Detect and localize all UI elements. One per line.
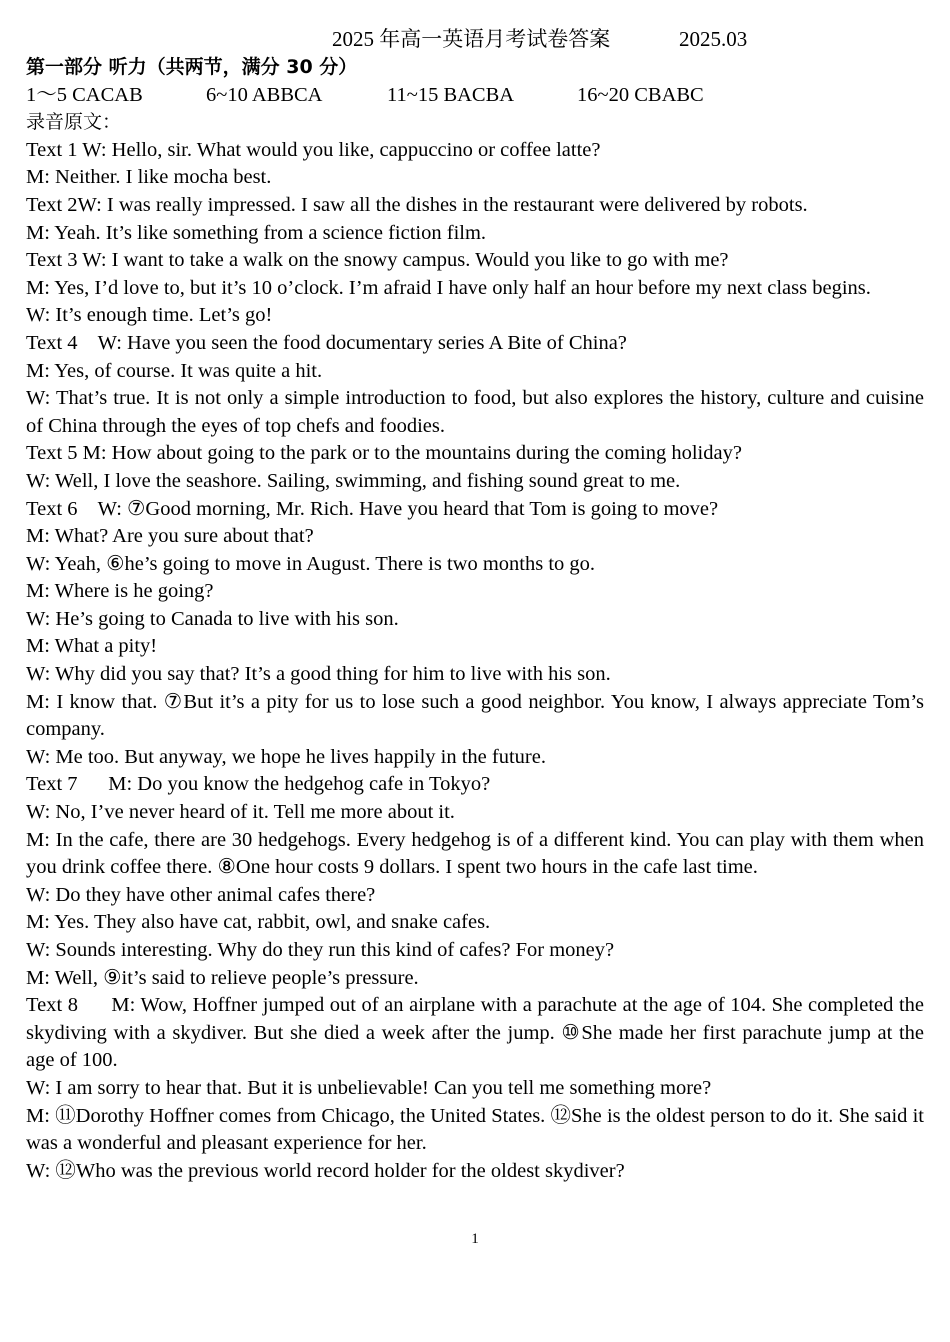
transcript-line: M: What? Are you sure about that? [26, 525, 314, 548]
transcript [26, 137, 930, 1186]
transcript-line: M: What a pity! [26, 635, 158, 658]
section-heading: 第一部分 听力（共两节，满分 30 分） [26, 56, 358, 78]
transcript-line: M: In the cafe, there are 30 hedgehogs. Every hedgehog is of a different kind. You can play with them when you drink coffee there. ⑧One hour costs 9 dollars. I spent two hours in the cafe last time. [26, 828, 924, 879]
transcript-line: M: ⑪Dorothy Hoffner comes from Chicago, the United States. ⑫She is the oldest person to do it. She said it was a wonderful and pleasant experience for her. [26, 1104, 924, 1155]
transcript-line: Text 7 M: Do you know the hedgehog cafe in Tokyo? [26, 773, 491, 796]
transcript-line: W: Do they have other animal cafes there? [26, 883, 376, 906]
transcript-line: M: Neither. I like mocha best. [26, 166, 272, 189]
page-title: 2025 年高一英语月考试卷答案 [332, 27, 611, 51]
transcript-line: M: Yes, of course. It was quite a hit. [26, 359, 323, 382]
transcript-line: W: I am sorry to hear that. But it is unbelievable! Can you tell me something more? [26, 1076, 712, 1099]
transcript-line: Text 6 W: ⑦Good morning, Mr. Rich. Have you heard that Tom is going to move? [26, 497, 719, 520]
transcript-line: W: It’s enough time. Let’s go! [26, 304, 273, 327]
answer-key-row [26, 82, 924, 110]
answer-group: 11~15 BACBA [387, 83, 515, 106]
exam-date: 2025.03 [679, 27, 748, 51]
transcript-line: W: Sounds interesting. Why do they run this kind of cafes? For money? [26, 939, 615, 961]
transcript-line: M: Where is he going? [26, 580, 214, 603]
header [26, 24, 924, 54]
transcript-label: 录音原文： [26, 111, 122, 134]
transcript-line: Text 4 W: Have you seen the food documentary series A Bite of China? [26, 331, 627, 354]
transcript-line: W: Me too. But anyway, we hope he lives happily in the future. [26, 745, 546, 768]
transcript-line: Text 2W: I was really impressed. I saw all the dishes in the restaurant were delivered by robots. [26, 193, 808, 216]
answer-group: 16~20 CBABC [577, 83, 704, 106]
transcript-line: M: Yes, I’d love to, but it’s 10 o’clock. I’m afraid I have only half an hour before my next class begins. [26, 276, 871, 299]
page-number: 1 [471, 1231, 479, 1247]
transcript-line: Text 8 M: Wow, Hoffner jumped out of an airplane with a parachute at the age of 104. She completed the skydiving with a skydiver. But she died a week after the jump. ⑩She made her first parachute jump at the age of 100. [26, 994, 930, 1072]
answer-group: 6~10 ABBCA [206, 83, 323, 106]
transcript-line: W: Yeah, ⑥he’s going to move in August. There is two months to go. [26, 552, 596, 575]
transcript-line: M: I know that. ⑦But it’s a pity for us to lose such a good neighbor. You know, I always appreciate Tom’s company. [26, 690, 924, 741]
answer-group: 1～5 CACAB [26, 83, 143, 106]
transcript-line: M: Yes. They also have cat, rabbit, owl, and snake cafes. [26, 911, 491, 934]
transcript-line: W: ⑫Who was the previous world record holder for the oldest skydiver? [26, 1159, 625, 1182]
transcript-line: Text 5 M: How about going to the park or to the mountains during the coming holiday? [26, 442, 742, 465]
transcript-line: M: Yeah. It’s like something from a science fiction film. [26, 221, 487, 244]
transcript-line: Text 3 W: I want to take a walk on the snowy campus. Would you like to go with me? [26, 249, 729, 272]
transcript-line: Text 1 W: Hello, sir. What would you like, cappuccino or coffee latte? [26, 138, 601, 161]
transcript-line: W: That’s true. It is not only a simple introduction to food, but also explores the history, culture and cuisine of China through the eyes of top chefs and foodies. [26, 387, 924, 437]
answer-sheet-page [26, 24, 930, 1185]
transcript-line: W: Well, I love the seashore. Sailing, swimming, and fishing sound great to me. [26, 469, 681, 492]
transcript-line: W: No, I’ve never heard of it. Tell me more about it. [26, 801, 455, 824]
transcript-line: W: Why did you say that? It’s a good thing for him to live with his son. [26, 663, 611, 686]
transcript-line: W: He’s going to Canada to live with his son. [26, 607, 399, 630]
transcript-line: M: Well, ⑨it’s said to relieve people’s pressure. [26, 966, 419, 989]
